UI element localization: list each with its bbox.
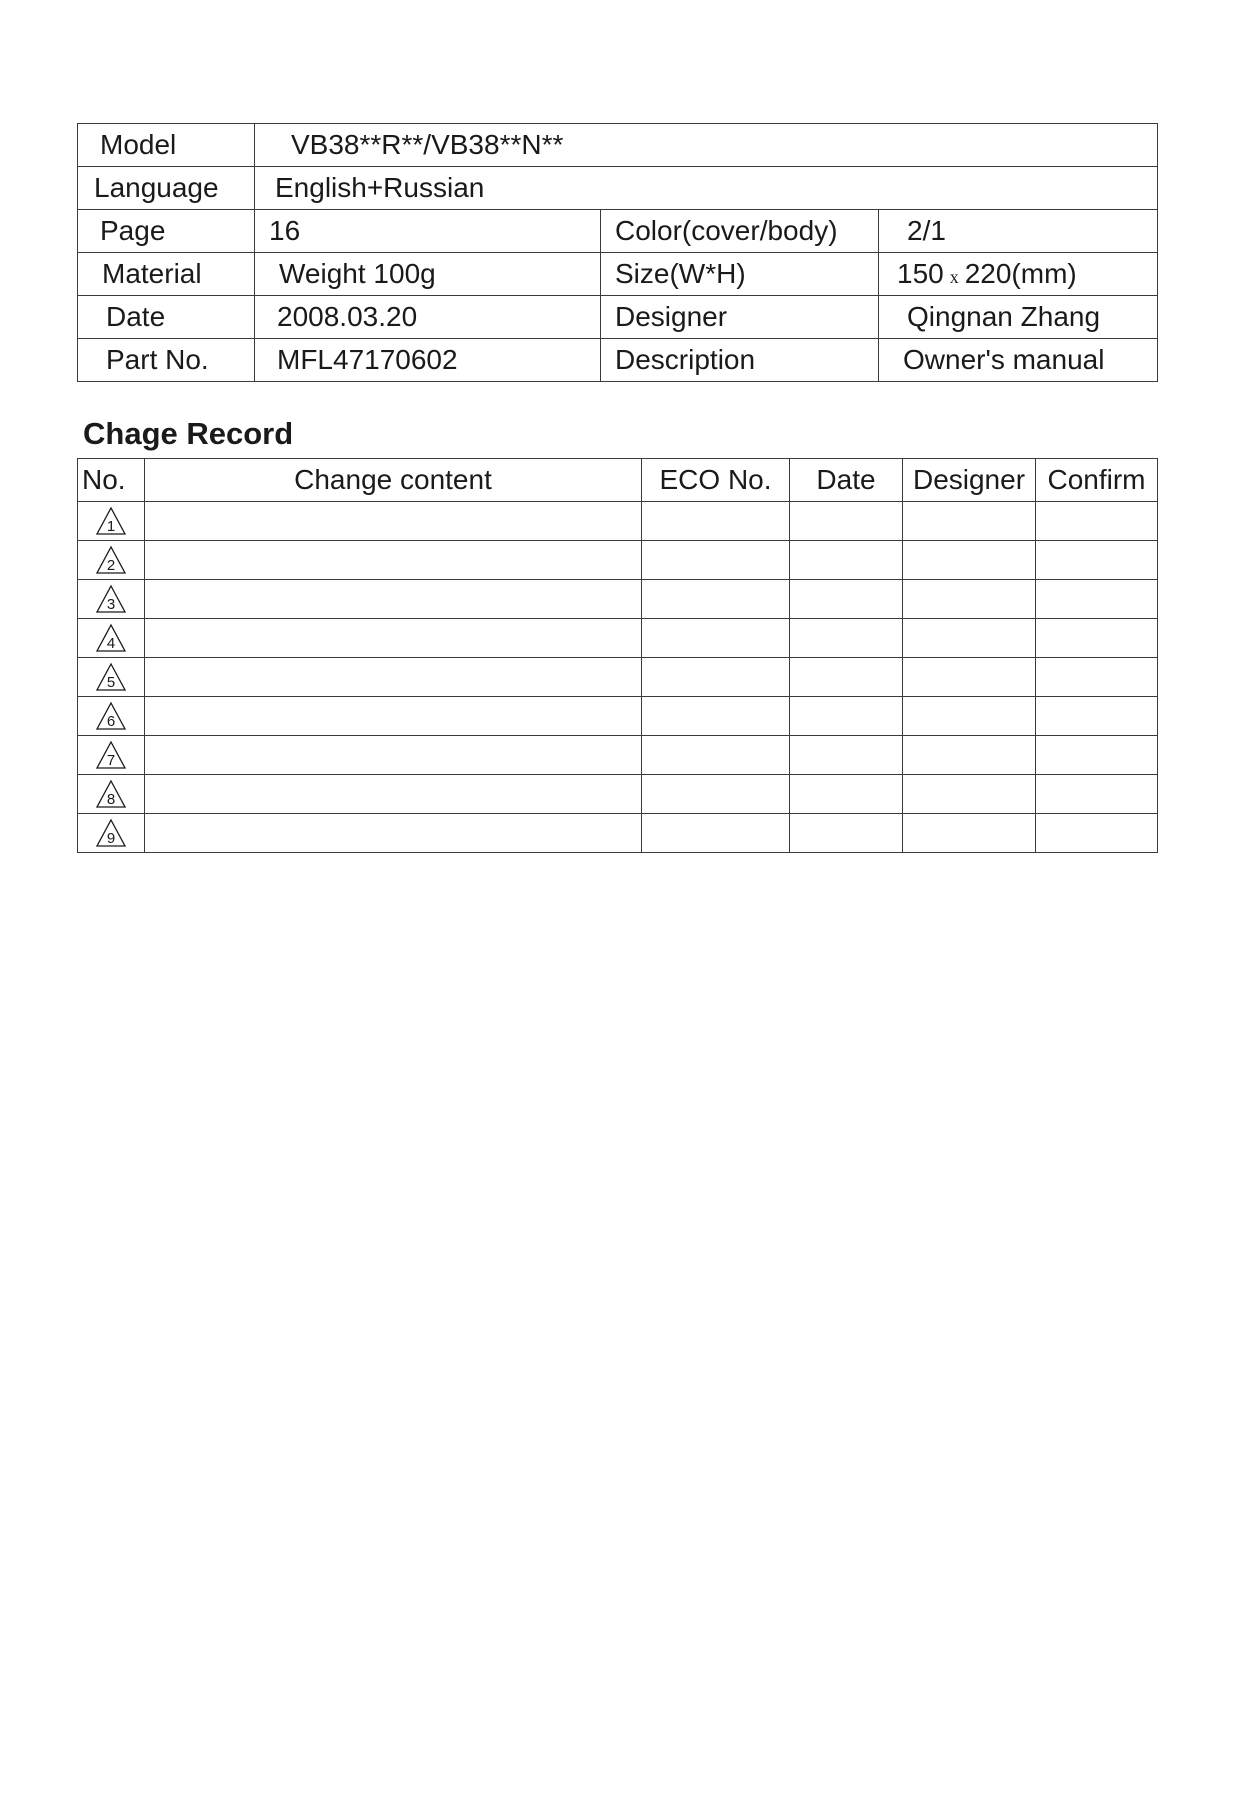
- spec-row-partno: [78, 339, 1158, 382]
- material-value: Weight 100g: [255, 253, 601, 296]
- spec-row-date: [78, 296, 1158, 339]
- change-content-cell: [145, 541, 642, 580]
- eco-no-cell: [642, 541, 790, 580]
- revision-triangle-icon: [95, 739, 127, 771]
- spec-row-language: [78, 167, 1158, 210]
- change-content-cell: [145, 580, 642, 619]
- table-row: [78, 619, 1158, 658]
- spec-row-model: [78, 124, 1158, 167]
- confirm-cell: [1036, 619, 1158, 658]
- confirm-cell: [1036, 502, 1158, 541]
- model-value: VB38**R**/VB38**N**: [255, 124, 1158, 167]
- table-row: [78, 580, 1158, 619]
- model-label: Model: [78, 124, 255, 167]
- date-cell: [790, 619, 903, 658]
- designer-cell: [903, 697, 1036, 736]
- table-row: [78, 541, 1158, 580]
- color-label: Color(cover/body): [601, 210, 879, 253]
- change-content-cell: [145, 658, 642, 697]
- date-cell: [790, 814, 903, 853]
- confirm-cell: [1036, 658, 1158, 697]
- revision-number-cell: [78, 541, 145, 580]
- header-eco-no: ECO No.: [642, 459, 790, 502]
- eco-no-cell: [642, 502, 790, 541]
- designer-cell: [903, 658, 1036, 697]
- revision-triangle-icon: [95, 661, 127, 693]
- designer-label: Designer: [601, 296, 879, 339]
- color-value: 2/1: [879, 210, 1158, 253]
- confirm-cell: [1036, 775, 1158, 814]
- size-width: 150: [897, 258, 944, 289]
- designer-cell: [903, 814, 1036, 853]
- eco-no-cell: [642, 619, 790, 658]
- eco-no-cell: [642, 736, 790, 775]
- change-content-cell: [145, 697, 642, 736]
- designer-cell: [903, 736, 1036, 775]
- revision-number-cell: [78, 814, 145, 853]
- confirm-cell: [1036, 580, 1158, 619]
- change-content-cell: [145, 775, 642, 814]
- partno-label: Part No.: [78, 339, 255, 382]
- revision-number: 6: [106, 713, 116, 730]
- revision-triangle-icon: [95, 778, 127, 810]
- size-label: Size(W*H): [601, 253, 879, 296]
- revision-number: 2: [106, 557, 116, 574]
- confirm-cell: [1036, 814, 1158, 853]
- confirm-cell: [1036, 541, 1158, 580]
- revision-number: 8: [106, 791, 116, 808]
- designer-cell: [903, 619, 1036, 658]
- header-date: Date: [790, 459, 903, 502]
- header-no: No.: [78, 459, 145, 502]
- change-content-cell: [145, 736, 642, 775]
- table-row: [78, 775, 1158, 814]
- change-content-cell: [145, 814, 642, 853]
- table-row: [78, 814, 1158, 853]
- size-separator: x: [949, 267, 959, 287]
- size-value: [879, 253, 1158, 296]
- date-label: Date: [78, 296, 255, 339]
- designer-cell: [903, 775, 1036, 814]
- revision-number: 5: [106, 674, 116, 691]
- change-record-table: [77, 458, 1158, 853]
- language-label: Language: [78, 167, 255, 210]
- revision-triangle-icon: [95, 544, 127, 576]
- description-label: Description: [601, 339, 879, 382]
- eco-no-cell: [642, 775, 790, 814]
- designer-cell: [903, 502, 1036, 541]
- revision-triangle-icon: [95, 700, 127, 732]
- revision-number: 9: [106, 830, 116, 847]
- header-confirm: Confirm: [1036, 459, 1158, 502]
- date-cell: [790, 736, 903, 775]
- change-content-cell: [145, 502, 642, 541]
- partno-value: MFL47170602: [255, 339, 601, 382]
- designer-cell: [903, 580, 1036, 619]
- eco-no-cell: [642, 658, 790, 697]
- date-cell: [790, 541, 903, 580]
- revision-number-cell: [78, 619, 145, 658]
- page-value: 16: [255, 210, 601, 253]
- description-value: Owner's manual: [879, 339, 1158, 382]
- eco-no-cell: [642, 814, 790, 853]
- revision-number-cell: [78, 502, 145, 541]
- revision-triangle-icon: [95, 583, 127, 615]
- table-row: [78, 697, 1158, 736]
- revision-number-cell: [78, 658, 145, 697]
- revision-triangle-icon: [95, 817, 127, 849]
- revision-number: 4: [106, 635, 116, 652]
- change-record-title: Chage Record: [83, 416, 294, 451]
- date-cell: [790, 775, 903, 814]
- eco-no-cell: [642, 580, 790, 619]
- spec-table: [77, 123, 1158, 382]
- table-row: [78, 502, 1158, 541]
- confirm-cell: [1036, 697, 1158, 736]
- change-content-cell: [145, 619, 642, 658]
- revision-number: 1: [106, 518, 116, 535]
- change-record-header-row: [78, 459, 1158, 502]
- confirm-cell: [1036, 736, 1158, 775]
- date-cell: [790, 580, 903, 619]
- revision-number: 3: [106, 596, 116, 613]
- header-change-content: Change content: [145, 459, 642, 502]
- spec-row-material: [78, 253, 1158, 296]
- revision-number-cell: [78, 697, 145, 736]
- material-label: Material: [78, 253, 255, 296]
- change-record-body: [78, 502, 1158, 853]
- header-designer: Designer: [903, 459, 1036, 502]
- revision-number-cell: [78, 775, 145, 814]
- language-value: English+Russian: [255, 167, 1158, 210]
- designer-value: Qingnan Zhang: [879, 296, 1158, 339]
- table-row: [78, 658, 1158, 697]
- date-cell: [790, 502, 903, 541]
- page-label: Page: [78, 210, 255, 253]
- revision-triangle-icon: [95, 505, 127, 537]
- date-value: 2008.03.20: [255, 296, 601, 339]
- date-cell: [790, 697, 903, 736]
- eco-no-cell: [642, 697, 790, 736]
- date-cell: [790, 658, 903, 697]
- spec-row-page: [78, 210, 1158, 253]
- revision-number-cell: [78, 580, 145, 619]
- size-height: 220(mm): [964, 258, 1077, 289]
- table-row: [78, 736, 1158, 775]
- revision-number-cell: [78, 736, 145, 775]
- revision-triangle-icon: [95, 622, 127, 654]
- designer-cell: [903, 541, 1036, 580]
- revision-number: 7: [106, 752, 116, 769]
